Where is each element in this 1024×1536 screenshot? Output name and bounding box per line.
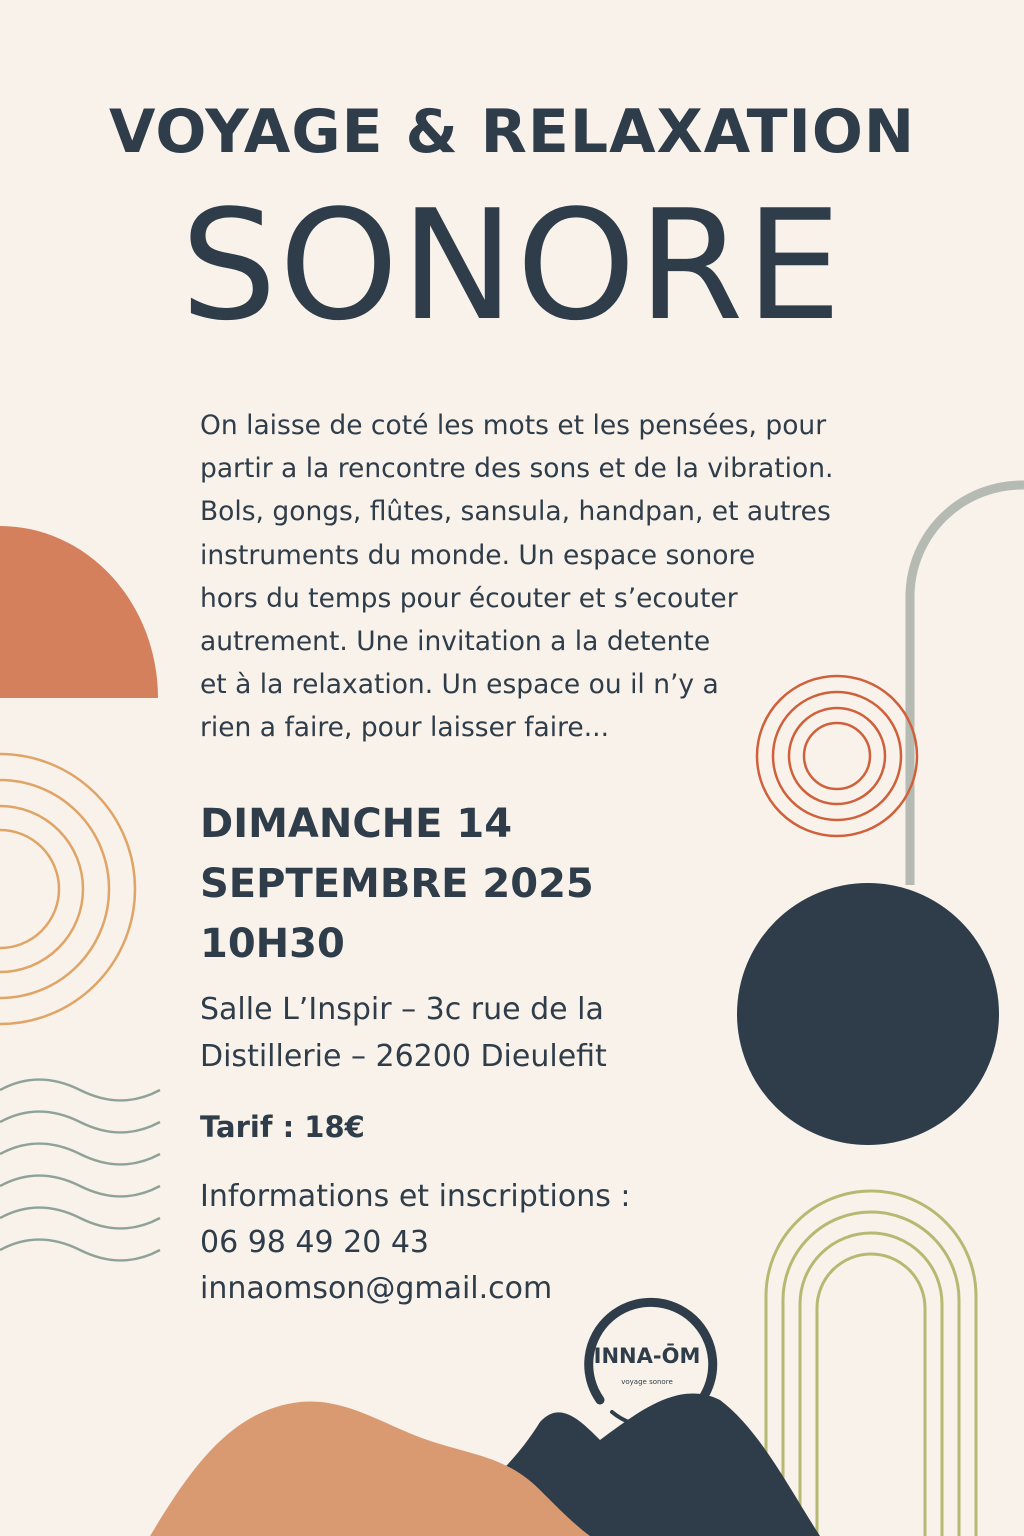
event-time: 10H30 [200, 921, 345, 967]
address-line-2: Distillerie – 26200 Dieulefit [200, 1039, 607, 1074]
logo-wordmark: INNA-ŌM [593, 1344, 701, 1368]
event-price: Tarif : 18€ [200, 1110, 365, 1144]
description-line: hors du temps pour écouter et s’ecouter [200, 582, 738, 614]
contact-label: Informations et inscriptions : [200, 1179, 631, 1214]
inna-om-logo [572, 1282, 732, 1442]
description-line: autrement. Une invitation a la detente [200, 626, 711, 658]
olive-nested-arches [766, 1191, 976, 1536]
title-line-1: VOYAGE & RELAXATION [108, 97, 916, 167]
date-line-month-year: SEPTEMBRE 2025 [200, 861, 594, 907]
description-line: Bols, gongs, flûtes, sansula, handpan, et autres [200, 496, 831, 528]
description-line: On laisse de coté les mots et les pensées, pour [200, 410, 827, 441]
logo-tagline: voyage sonore [621, 1378, 673, 1386]
event-address [200, 986, 607, 1080]
contact-phone[interactable]: 06 98 49 20 43 [200, 1225, 430, 1260]
address-line-1: Salle L’Inspir – 3c rue de la [200, 992, 604, 1027]
description-line: rien a faire, pour laisser faire... [200, 712, 610, 744]
ochre-concentric-arcs [0, 754, 135, 1024]
description-line: et à la relaxation. Un espace ou il n’y a [200, 669, 719, 701]
description-line: instruments du monde. Un espace sonore [200, 539, 756, 571]
sage-wave-lines [0, 1080, 160, 1261]
description-paragraph [200, 404, 890, 750]
contact-email[interactable]: innaomson@gmail.com [200, 1271, 553, 1306]
event-date [200, 794, 594, 974]
contact-block [200, 1174, 631, 1312]
grey-arch-line [910, 485, 1024, 885]
date-line-day: DIMANCHE 14 [200, 801, 513, 847]
title-line-2: SONORE [180, 177, 844, 354]
terracotta-half-circle [0, 526, 158, 698]
navy-circle [737, 883, 999, 1145]
description-line: partir a la rencontre des sons et de la vibration. [200, 453, 834, 485]
